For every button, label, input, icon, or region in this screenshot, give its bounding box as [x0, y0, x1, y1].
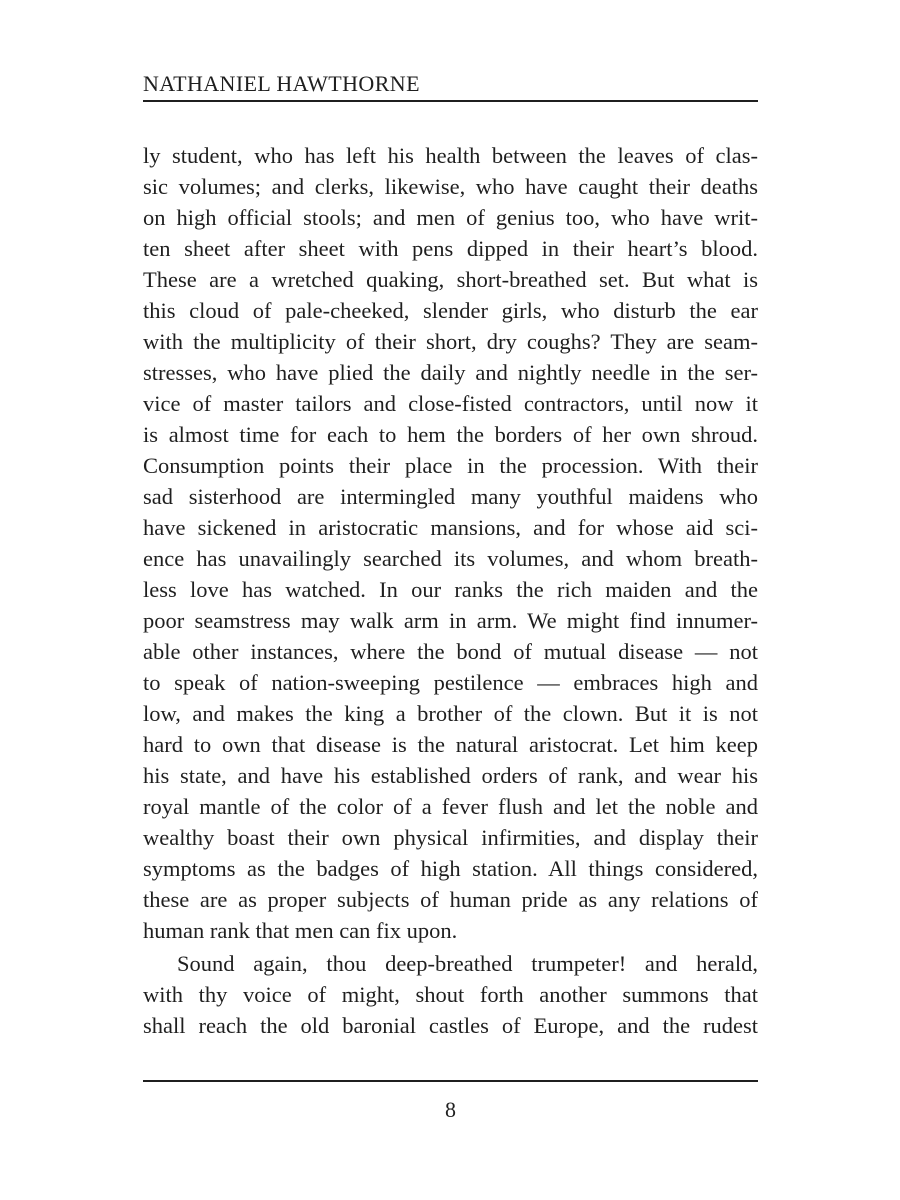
body-text	[143, 140, 758, 1041]
text-line: his state, and have his established orders of rank, and wear his	[143, 763, 758, 788]
text-line: these are as proper subjects of human pride as any relations of	[143, 887, 758, 912]
text-line: wealthy boast their own physical infirmities, and display their	[143, 825, 758, 850]
text-line: hard to own that disease is the natural aristocrat. Let him keep	[143, 732, 758, 757]
text-line: able other instances, where the bond of mutual disease — not	[143, 639, 758, 664]
text-line: ten sheet after sheet with pens dipped in their heart’s blood.	[143, 236, 758, 261]
text-line: royal mantle of the color of a fever flush and let the noble and	[143, 794, 758, 819]
text-line: ly student, who has left his health between the leaves of clas-	[143, 143, 758, 168]
text-line: to speak of nation-sweeping pestilence — embraces high and	[143, 670, 758, 695]
text-line: this cloud of pale-cheeked, slender girls, who disturb the ear	[143, 298, 758, 323]
text-line: low, and makes the king a brother of the clown. But it is not	[143, 701, 758, 726]
footer-rule	[143, 1080, 758, 1082]
text-line: less love has watched. In our ranks the rich maiden and the	[143, 577, 758, 602]
text-line: poor seamstress may walk arm in arm. We might find innumer-	[143, 608, 758, 633]
text-line: stresses, who have plied the daily and nightly needle in the ser-	[143, 360, 758, 385]
header-rule	[143, 100, 758, 102]
text-line: vice of master tailors and close-fisted contractors, until now it	[143, 391, 758, 416]
text-line: Sound again, thou deep-breathed trumpeter! and herald,	[177, 951, 758, 976]
text-line: sad sisterhood are intermingled many youthful maidens who	[143, 484, 758, 509]
text-line: with thy voice of might, shout forth another summons that	[143, 982, 758, 1007]
text-line: These are a wretched quaking, short-breathed set. But what is	[143, 267, 758, 292]
text-line: human rank that men can fix upon.	[143, 918, 458, 943]
text-line: Consumption points their place in the procession. With their	[143, 453, 758, 478]
text-line: is almost time for each to hem the borders of her own shroud.	[143, 422, 758, 447]
text-line: shall reach the old baronial castles of Europe, and the rudest	[143, 1013, 758, 1038]
text-line: have sickened in aristocratic mansions, and for whose aid sci-	[143, 515, 758, 540]
page-number: 8	[445, 1097, 456, 1122]
running-head: NATHANIEL HAWTHORNE	[143, 71, 420, 96]
text-line: ence has unavailingly searched its volumes, and whom breath-	[143, 546, 758, 571]
text-line: symptoms as the badges of high station. All things considered,	[143, 856, 758, 881]
text-line: on high official stools; and men of genius too, who have writ-	[143, 205, 758, 230]
text-line: sic volumes; and clerks, likewise, who have caught their deaths	[143, 174, 758, 199]
text-line: with the multiplicity of their short, dry coughs? They are seam-	[143, 329, 758, 354]
